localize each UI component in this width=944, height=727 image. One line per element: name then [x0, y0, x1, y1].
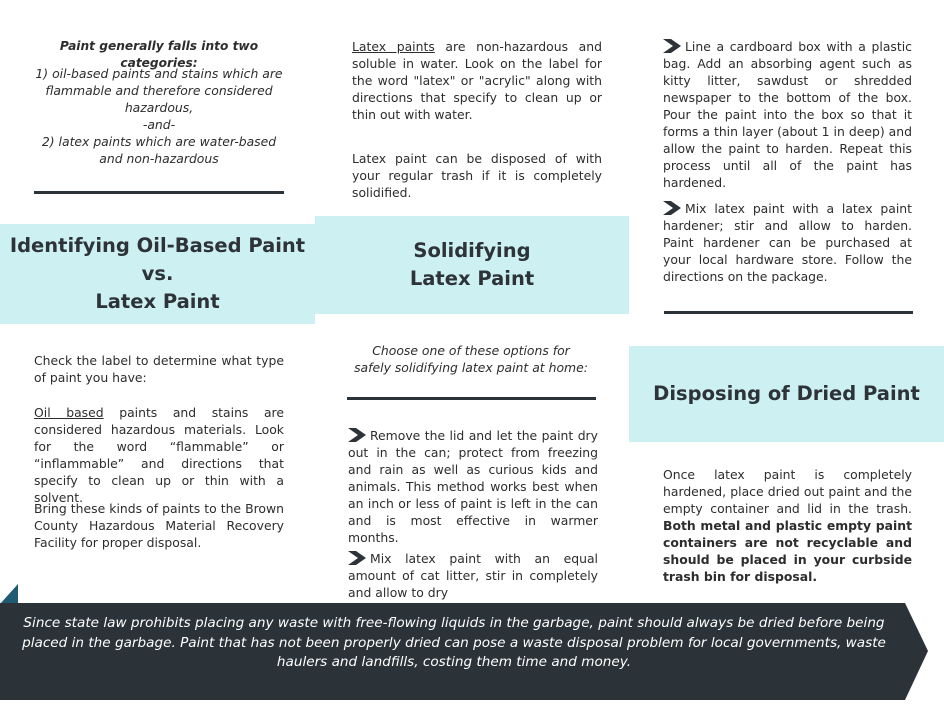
option-hardener — [663, 200, 912, 285]
divider — [34, 191, 284, 194]
section-title-identifying — [10, 232, 305, 316]
option-cat-litter — [348, 550, 598, 601]
latex-paragraph — [352, 38, 602, 123]
section-title-line: vs. — [141, 262, 174, 285]
divider — [664, 311, 913, 314]
latex-term: Latex paints — [352, 39, 435, 54]
arrow-bullet-icon — [348, 551, 366, 565]
category-latex: 2) latex paints which are water-based and non-hazardous — [41, 134, 277, 166]
arrow-bullet-icon — [348, 428, 366, 442]
oil-based-term: Oil based — [34, 405, 104, 420]
arrow-bullet-icon — [663, 39, 681, 53]
categories-heading: Paint generally falls into two categories: — [59, 39, 259, 70]
dispose-bold-text: Both metal and plastic empty paint containers are not recyclable and should be placed in your curbside trash bin for disposal. — [663, 518, 912, 584]
latex-text: are non-hazardous and soluble in water. Look on the label for the word "latex" or "acrylic" along with directions that specify to clean up or thin out with water. — [352, 39, 602, 122]
option-text: Mix latex paint with an equal amount of cat litter, stir in completely and allow to dry — [348, 551, 598, 600]
arrow-bullet-icon — [663, 201, 681, 215]
check-label-text: Check the label to determine what type of paint you have: — [34, 353, 284, 385]
section-band-disposing — [629, 346, 944, 442]
categories-list — [34, 65, 284, 167]
section-band-identifying — [0, 224, 315, 324]
section-title-line: Solidifying — [413, 239, 531, 262]
divider — [347, 397, 596, 400]
section-band-solidifying — [315, 216, 629, 314]
section-title-solidifying — [410, 237, 534, 293]
latex-trash-paragraph: Latex paint can be disposed of with your regular trash if it is completely solidified. — [352, 151, 602, 200]
banner-fold-icon — [0, 584, 22, 604]
bring-paragraph: Bring these kinds of paints to the Brown County Hazardous Material Recovery Facility for proper disposal. — [34, 501, 284, 550]
oil-based-paragraph — [34, 404, 284, 506]
option-text: Line a cardboard box with a plastic bag. Add an absorbing agent such as kitty litter, sawdust or shredded newspaper to the bottom of the box. Pour the paint into the box so that it forms a thin layer (about 1 in deep) and allow the paint to harden. Repeat this process until all of the paint has hardened. — [663, 39, 912, 190]
choose-options-text: Choose one of these options for safely solidifying latex paint at home: — [354, 343, 588, 375]
section-title-line: Identifying Oil-Based Paint — [9, 234, 306, 257]
option-text: Remove the lid and let the paint dry out in the can; protect from freezing and rain as well as curious kids and animals. This method works best when an inch or less of paint is left in the can and is most effective in warmer months. — [348, 428, 598, 545]
dispose-paragraph — [663, 466, 912, 585]
section-title-line: Latex Paint — [409, 267, 535, 290]
category-oil: 1) oil-based paints and stains which are flammable and therefore considered hazardous, — [35, 66, 283, 115]
category-separator: -and- — [142, 117, 176, 132]
option-remove-lid — [348, 427, 598, 546]
option-text: Mix latex paint with a latex paint hardener; stir and allow to harden. Paint hardener can be purchased at your local hardware store. Follow the directions on the package. — [663, 201, 912, 284]
section-title-line: Latex Paint — [95, 290, 220, 313]
oil-based-text: paints and stains are considered hazardous materials. Look for the word “flammable” or “inflammable” and directions that specify to clean up or thin with a solvent. — [34, 405, 284, 505]
dispose-text: Once latex paint is completely hardened, place dried out paint and the empty container and lid in the trash. — [663, 467, 912, 516]
section-title-disposing: Disposing of Dried Paint — [653, 382, 920, 405]
option-cardboard-box — [663, 38, 912, 191]
footer-banner-text: Since state law prohibits placing any waste with free-flowing liquids in the garbage, paint should always be dried before being placed in the garbage. Paint that has not been properly dried can pose a waste disposal problem for local governments, waste haulers and landfills, costing them time and money. — [22, 615, 886, 670]
